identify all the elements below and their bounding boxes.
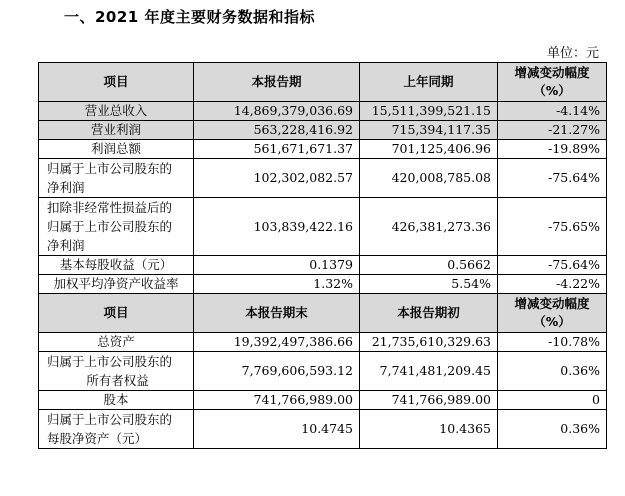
- header-current-period: 本报告期: [194, 63, 360, 102]
- table-row: [39, 391, 607, 410]
- row-label-line: 归属于上市公司股东的: [47, 219, 173, 234]
- section-title: 一、2021 年度主要财务数据和指标: [64, 8, 315, 26]
- row-label-line: 归属于上市公司股东的: [47, 161, 173, 176]
- row-label-line: 净利润: [47, 180, 85, 195]
- header-period-start: 本报告期初: [360, 294, 498, 333]
- prior-value: 0.5662: [360, 256, 498, 275]
- prior-value: 10.4365: [360, 410, 498, 449]
- row-label: [39, 198, 194, 256]
- current-value: 14,869,379,036.69: [194, 102, 360, 121]
- current-value: 103,839,422.16: [194, 198, 360, 256]
- current-value: 102,302,082.57: [194, 159, 360, 198]
- header-change-pct: [498, 294, 607, 333]
- current-value: 7,769,606,593.12: [194, 352, 360, 391]
- row-label: [39, 159, 194, 198]
- prior-value: 701,125,406.96: [360, 140, 498, 159]
- row-label: 加权平均净资产收益率: [39, 275, 194, 294]
- financial-data-table: [38, 62, 607, 449]
- row-label: 利润总额: [39, 140, 194, 159]
- row-label-line: 每股净资产（元）: [47, 431, 148, 446]
- table-row: [39, 140, 607, 159]
- table-row: [39, 198, 607, 256]
- table-row: [39, 102, 607, 121]
- change-value: -75.65%: [498, 198, 607, 256]
- table-row: [39, 275, 607, 294]
- table-row: [39, 410, 607, 449]
- table-row: [39, 333, 607, 352]
- current-value: 1.32%: [194, 275, 360, 294]
- row-label-line: 归属于上市公司股东的: [47, 412, 173, 427]
- row-label: 基本每股收益（元）: [39, 256, 194, 275]
- prior-value: 7,741,481,209.45: [360, 352, 498, 391]
- table-row: [39, 352, 607, 391]
- table1-header-row: [39, 63, 607, 102]
- current-value: 561,671,671.37: [194, 140, 360, 159]
- row-label-line: 归属于上市公司股东的: [47, 354, 173, 369]
- row-label-line: 扣除非经常性损益后的: [47, 200, 173, 215]
- change-value: -4.14%: [498, 102, 607, 121]
- prior-value: 741,766,989.00: [360, 391, 498, 410]
- header-change-pct: [498, 63, 607, 102]
- change-value: -75.64%: [498, 256, 607, 275]
- prior-value: 15,511,399,521.15: [360, 102, 498, 121]
- table-row: [39, 159, 607, 198]
- header-change-line2: （%）: [533, 83, 571, 98]
- header-period-end: 本报告期末: [194, 294, 360, 333]
- row-label: 总资产: [39, 333, 194, 352]
- change-value: -10.78%: [498, 333, 607, 352]
- change-value: 0.36%: [498, 410, 607, 449]
- prior-value: 420,008,785.08: [360, 159, 498, 198]
- header-change-line1: 增减变动幅度: [514, 296, 590, 311]
- current-value: 0.1379: [194, 256, 360, 275]
- header-prior-period: 上年同期: [360, 63, 498, 102]
- row-label: 股本: [39, 391, 194, 410]
- change-value: 0.36%: [498, 352, 607, 391]
- current-value: 10.4745: [194, 410, 360, 449]
- table-row: [39, 121, 607, 140]
- current-value: 563,228,416.92: [194, 121, 360, 140]
- change-value: 0: [498, 391, 607, 410]
- header-change-line1: 增减变动幅度: [514, 65, 590, 80]
- header-item: 项目: [39, 294, 194, 333]
- current-value: 741,766,989.00: [194, 391, 360, 410]
- row-label: [39, 410, 194, 449]
- table2-header-row: [39, 294, 607, 333]
- current-value: 19,392,497,386.66: [194, 333, 360, 352]
- unit-label: 单位：元: [546, 46, 599, 61]
- change-value: -19.89%: [498, 140, 607, 159]
- change-value: -4.22%: [498, 275, 607, 294]
- row-label: 营业利润: [39, 121, 194, 140]
- change-value: -75.64%: [498, 159, 607, 198]
- prior-value: 715,394,117.35: [360, 121, 498, 140]
- prior-value: 5.54%: [360, 275, 498, 294]
- prior-value: 426,381,273.36: [360, 198, 498, 256]
- header-item: 项目: [39, 63, 194, 102]
- row-label: 营业总收入: [39, 102, 194, 121]
- row-label: [39, 352, 194, 391]
- row-label-line: 所有者权益: [86, 373, 149, 388]
- table-row: [39, 256, 607, 275]
- row-label-line: 净利润: [47, 238, 85, 253]
- prior-value: 21,735,610,329.63: [360, 333, 498, 352]
- header-change-line2: （%）: [533, 314, 571, 329]
- change-value: -21.27%: [498, 121, 607, 140]
